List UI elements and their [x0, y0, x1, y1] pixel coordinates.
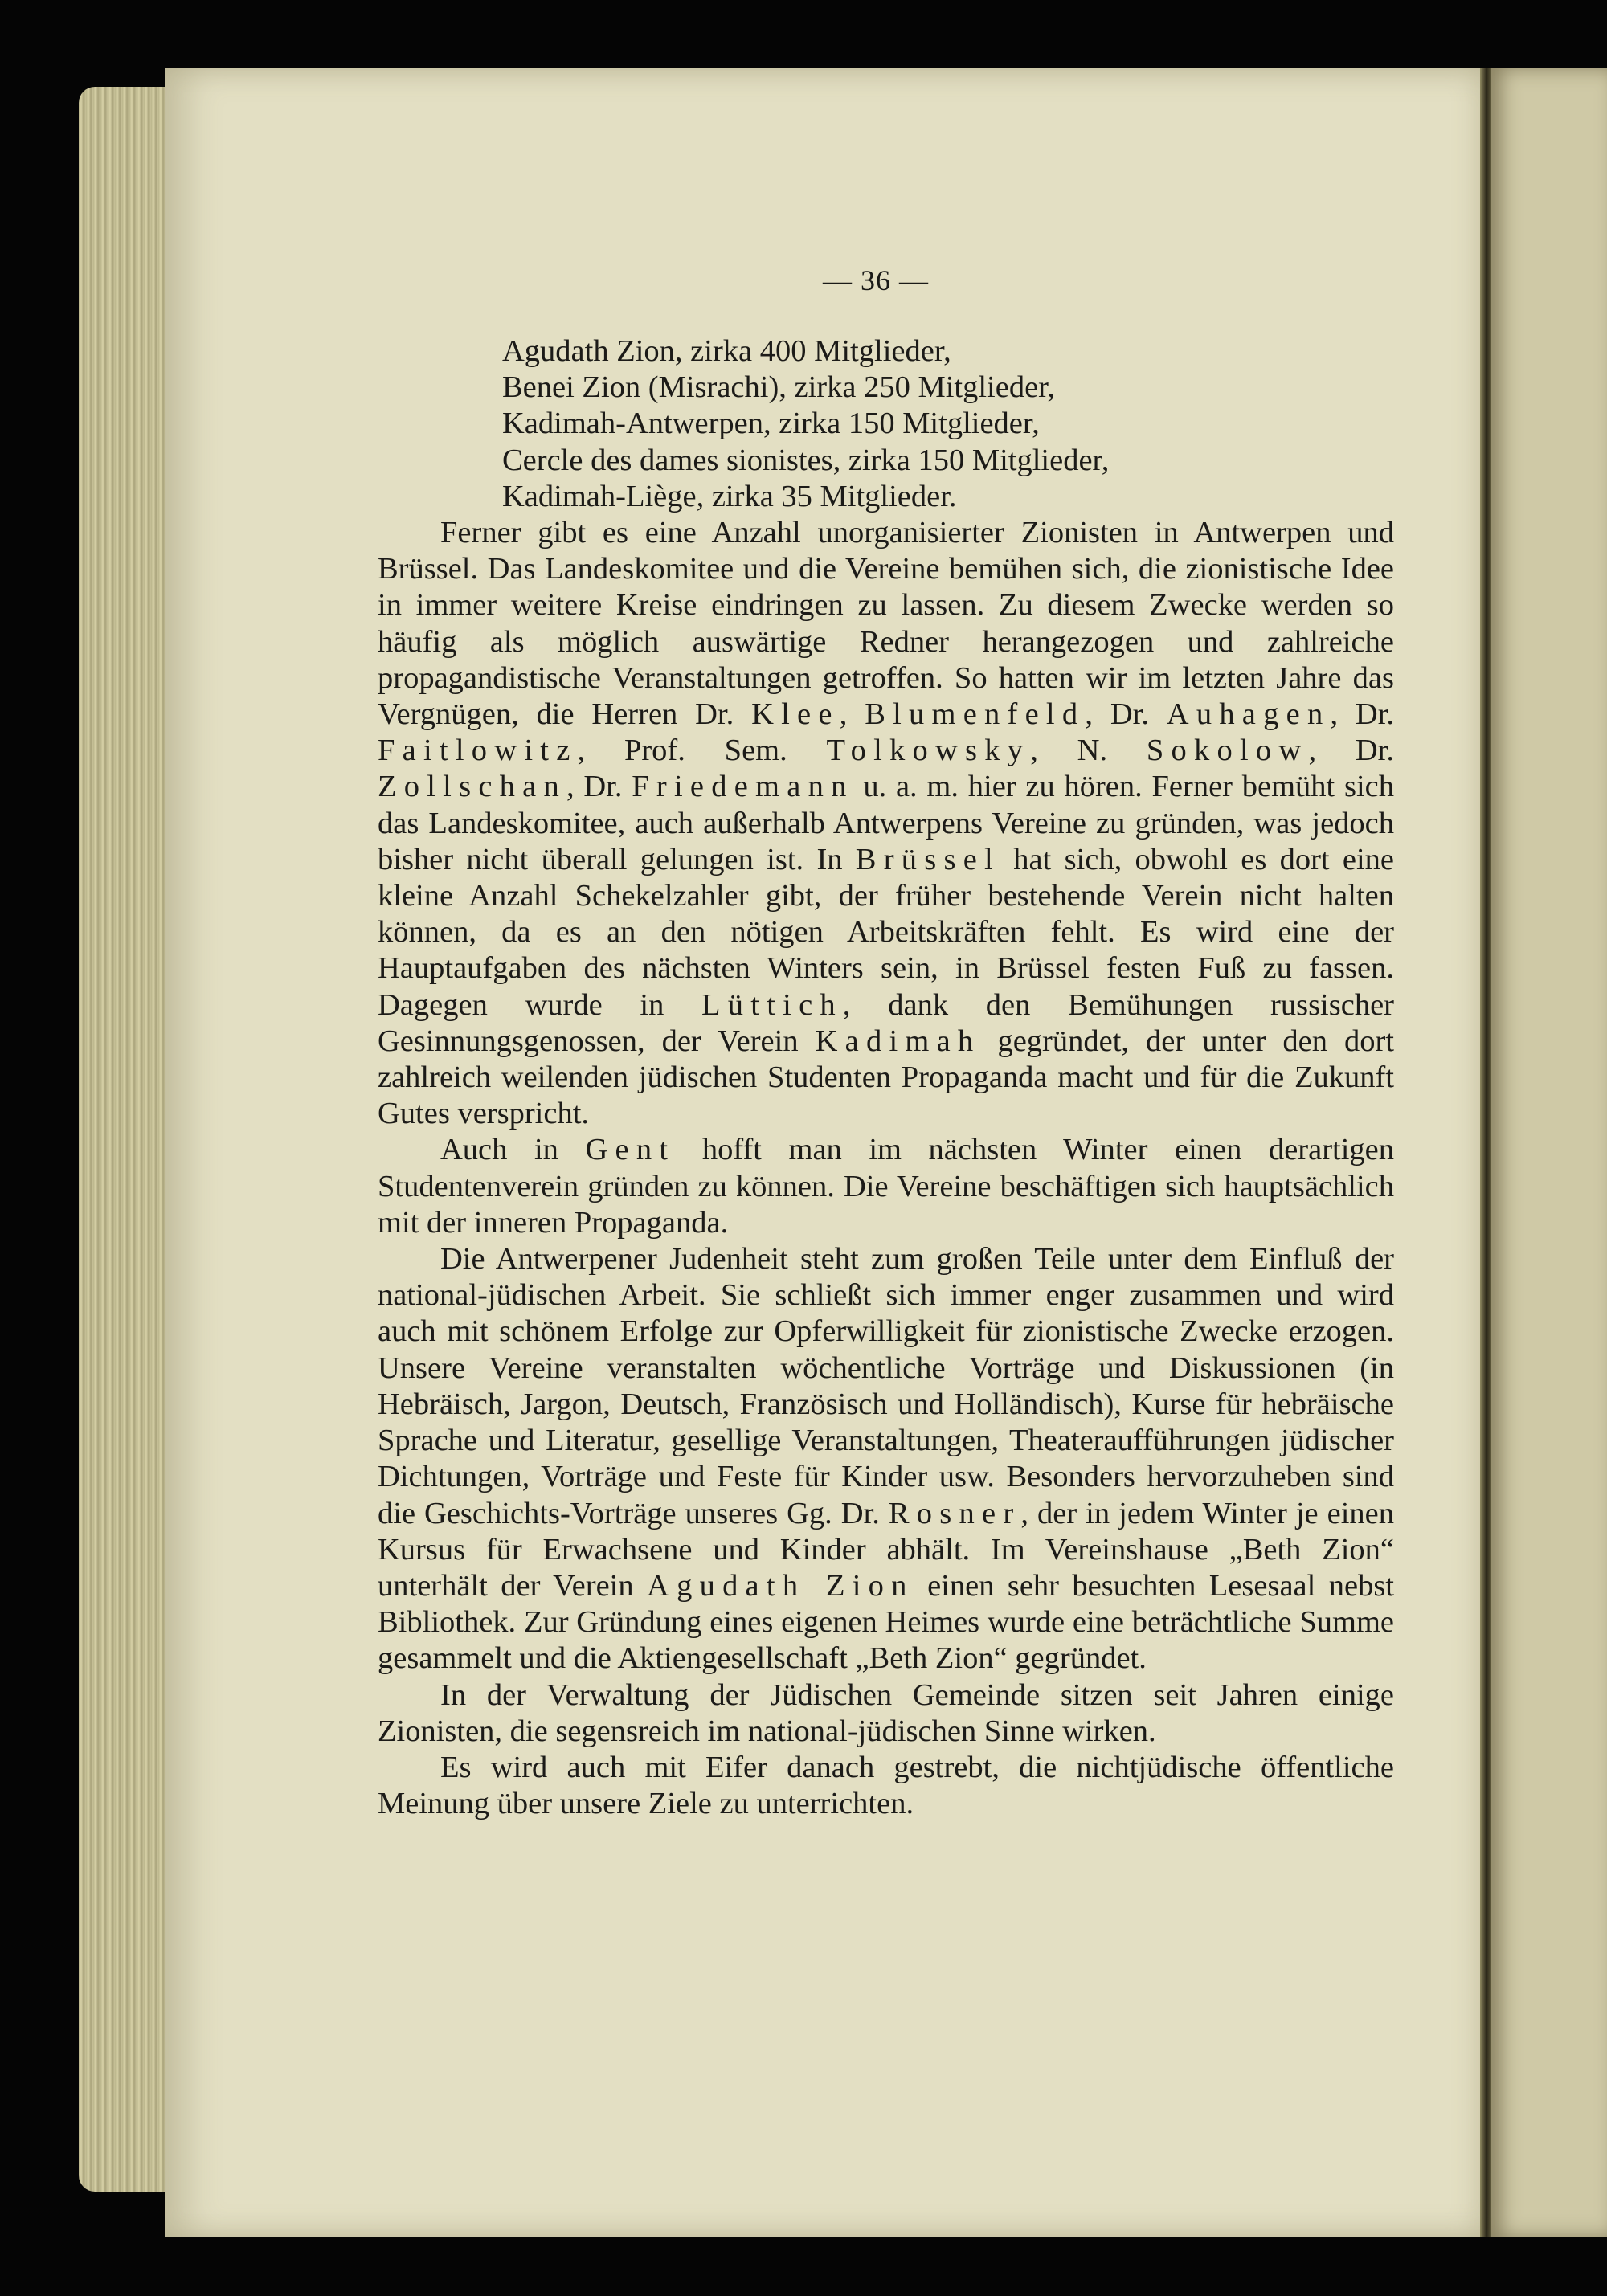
organization-item: Cercle des dames sionistes, zirka 150 Mitglieder,: [502, 443, 1110, 477]
spaced-name: Zollschan: [378, 770, 566, 804]
spaced-name: Kadimah: [815, 1023, 981, 1058]
page-text: [378, 333, 1394, 1822]
facing-page-edge: [1491, 68, 1607, 2237]
organization-list: [378, 333, 1394, 515]
spaced-name: Friedemann: [632, 770, 854, 804]
paragraph-public-opinion: Es wird auch mit Eifer danach gestrebt, die nichtjüdische öffentliche Meinung über unsere Ziele zu unterrichten.: [378, 1750, 1394, 1821]
organization-item: Kadimah-Liège, zirka 35 Mitglieder.: [502, 479, 957, 513]
organization-item: Benei Zion (Misrachi), zirka 250 Mitglieder,: [502, 370, 1056, 405]
spaced-name: Klee: [751, 697, 840, 732]
spaced-name: Gent: [585, 1133, 676, 1167]
spaced-name: Sokolow: [1146, 733, 1309, 768]
page-number: — 36 —: [823, 264, 929, 296]
paragraph-antwerp-judenheit: Die Antwerpener Judenheit steht zum großen Teile unter dem Einfluß der national-jüdischen Arbeit. Sie schließt sich immer enger zusammen und wird auch mit schönem Erfolge zur Opferwilligkeit für zionistische Zwecke erzogen. Unsere Vereine veranstalten wöchentliche Vorträge und Diskussionen (in Hebräisch, Jargon, Deutsch, Französisch und Holländisch), Kurse für hebräische Sprache und Literatur, gesellige Veranstaltungen, Theateraufführungen jüdischer Dichtungen, Vorträge und Feste für Kinder usw. Besonders hervorzuheben sind die Geschichts-Vorträge unseres Gg. Dr. Rosner, der in jedem Winter je einen Kursus für Erwachsene und Kinder abhält. Im Vereinshause „Beth Zion“ unterhält der Verein Agudath Zion einen sehr besuchten Lesesaal nebst Bibliothek. Zur Gründung eines eigenen Heimes wurde eine beträchtliche Summe gesammelt und die Aktiengesellschaft „Beth Zion“ gegründet.: [378, 1242, 1395, 1676]
organization-item: Kadimah-Antwerpen, zirka 150 Mitglieder,: [502, 406, 1040, 441]
spaced-name: Brüssel: [855, 842, 1000, 876]
spaced-name: Rosner: [888, 1496, 1021, 1530]
paragraph-gemeinde: In der Verwaltung der Jüdischen Gemeinde sitzen seit Jahren einige Zionisten, die segensreich im national-jüdischen Sinne wirken.: [378, 1677, 1394, 1748]
organization-item: Agudath Zion, zirka 400 Mitglieder,: [502, 334, 951, 368]
spaced-name: Tolkowsky: [826, 733, 1031, 768]
spaced-name: Auhagen: [1166, 697, 1331, 732]
spaced-name: Agudath Zion: [647, 1568, 914, 1603]
spaced-name: Lüttich: [701, 987, 843, 1022]
paragraph-gent: Auch in Gent hofft man im nächsten Winter einen derartigen Studentenverein gründen zu können. Die Vereine beschäftigen sich hauptsächlich mit der inneren Propaganda.: [378, 1133, 1394, 1240]
spaced-name: Faitlowitz: [378, 733, 578, 768]
paragraph-zionists-antwerp-brussels: Ferner gibt es eine Anzahl unorganisierter Zionisten in Antwerpen und Brüssel. Das Landeskomitee und die Vereine bemühen sich, die zionistische Idee in immer weitere Kreise eindringen zu lassen. Zu diesem Zwecke werden so häufig als möglich auswärtige Redner herangezogen und zahlreiche propagandistische Veranstaltungen getroffen. So hatten wir im letzten Jahre das Vergnügen, die Herren Dr. Klee, Blumenfeld, Dr. Auhagen, Dr. Faitlowitz, Prof. Sem. Tolkowsky, N. Sokolow, Dr. Zollschan, Dr. Friedemann u. a. m. hier zu hören. Ferner bemüht sich das Landeskomitee, auch außerhalb Antwerpens Vereine zu gründen, was jedoch bisher nicht überall gelungen ist. In Brüssel hat sich, obwohl es dort eine kleine Anzahl Schekelzahler gibt, der früher bestehende Verein nicht halten können, da es an den nötigen Arbeitskräften fehlt. Es wird eine der Hauptaufgaben des nächsten Winters sein, in Brüssel festen Fuß zu fassen. Dagegen wurde in Lüttich, dank den Bemühungen russischer Gesinnungsgenossen, der Verein Kadimah gegründet, der unter den dort zahlreich weilenden jüdischen Studenten Propaganda macht und für die Zukunft Gutes verspricht.: [378, 516, 1395, 1131]
spaced-name: Blumenfeld: [865, 697, 1086, 732]
